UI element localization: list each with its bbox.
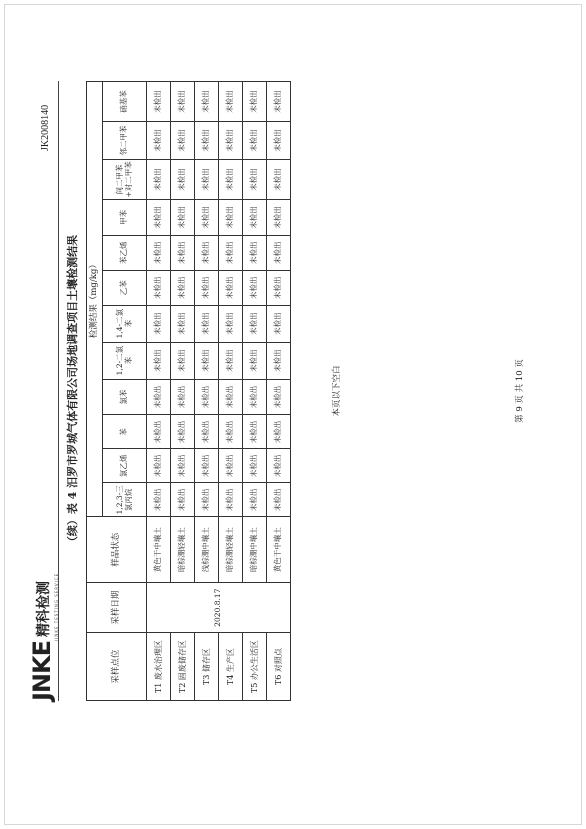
cell-result: 未检出 bbox=[243, 199, 267, 235]
cell-sample-date: 2020.8.17 bbox=[147, 583, 291, 633]
cell-result: 未检出 bbox=[171, 82, 195, 122]
cell-result: 未检出 bbox=[147, 342, 171, 379]
cell-result: 未检出 bbox=[243, 82, 267, 122]
cell-result: 未检出 bbox=[195, 415, 219, 449]
page-number: 第 9 页 共 10 页 bbox=[515, 359, 525, 423]
cell-result: 未检出 bbox=[219, 235, 243, 270]
cell-result: 未检出 bbox=[171, 379, 195, 415]
cell-result: 未检出 bbox=[219, 270, 243, 305]
cell-sample-state: 浅棕潮中壤土 bbox=[195, 517, 219, 583]
cell-result: 未检出 bbox=[243, 449, 267, 483]
cell-result: 未检出 bbox=[195, 379, 219, 415]
cell-result: 未检出 bbox=[219, 159, 243, 199]
cell-sample-state: 暗棕潮中壤土 bbox=[243, 517, 267, 583]
document-code: JK2008140 bbox=[40, 104, 51, 151]
cell-result: 未检出 bbox=[171, 199, 195, 235]
header-analyte: 硝基苯 bbox=[103, 82, 147, 122]
blank-page-note: 本页以下空白 bbox=[332, 365, 342, 417]
logo-mark: JNKE bbox=[28, 640, 56, 701]
cell-sample-state: 暗棕潮轻壤土 bbox=[219, 517, 243, 583]
header-state: 样品状态 bbox=[87, 517, 147, 583]
cell-result: 未检出 bbox=[171, 235, 195, 270]
header-rule bbox=[58, 81, 59, 701]
cell-sample-state: 黄色干中壤土 bbox=[267, 517, 291, 583]
cell-result: 未检出 bbox=[195, 82, 219, 122]
table-row bbox=[147, 82, 171, 701]
cell-result: 未检出 bbox=[195, 483, 219, 517]
header-date: 采样日期 bbox=[87, 583, 147, 633]
cell-result: 未检出 bbox=[243, 305, 267, 342]
cell-result: 未检出 bbox=[171, 122, 195, 160]
cell-result: 未检出 bbox=[219, 415, 243, 449]
cell-result: 未检出 bbox=[267, 379, 291, 415]
cell-result: 未检出 bbox=[195, 235, 219, 270]
cell-result: 未检出 bbox=[219, 82, 243, 122]
header-analyte: 1,2-二氯苯 bbox=[103, 342, 147, 379]
company-logo bbox=[28, 572, 59, 701]
cell-result: 未检出 bbox=[243, 159, 267, 199]
cell-result: 未检出 bbox=[195, 122, 219, 160]
cell-result: 未检出 bbox=[267, 483, 291, 517]
cell-result: 未检出 bbox=[195, 159, 219, 199]
header-analyte: 氯乙烯 bbox=[103, 449, 147, 483]
cell-result: 未检出 bbox=[267, 342, 291, 379]
cell-result: 未检出 bbox=[147, 449, 171, 483]
cell-result: 未检出 bbox=[243, 415, 267, 449]
cell-result: 未检出 bbox=[267, 199, 291, 235]
cell-result: 未检出 bbox=[267, 159, 291, 199]
header-analyte: 氯苯 bbox=[103, 379, 147, 415]
cell-location: T3 储存区 bbox=[195, 633, 219, 701]
header-analyte: 1,2,3-三氯丙烷 bbox=[103, 483, 147, 517]
cell-result: 未检出 bbox=[147, 305, 171, 342]
cell-result: 未检出 bbox=[147, 379, 171, 415]
cell-result: 未检出 bbox=[147, 270, 171, 305]
header-analyte: 1,4-二氯苯 bbox=[103, 305, 147, 342]
cell-location: T6 对照点 bbox=[267, 633, 291, 701]
cell-location: T1 废水治理区 bbox=[147, 633, 171, 701]
header-analyte: 苯乙烯 bbox=[103, 235, 147, 270]
cell-result: 未检出 bbox=[195, 270, 219, 305]
cell-result: 未检出 bbox=[267, 82, 291, 122]
cell-result: 未检出 bbox=[243, 483, 267, 517]
cell-result: 未检出 bbox=[219, 483, 243, 517]
cell-result: 未检出 bbox=[171, 449, 195, 483]
cell-result: 未检出 bbox=[267, 122, 291, 160]
soil-results-table bbox=[86, 81, 291, 701]
header-results-group: 检测结果（mg/kg） bbox=[87, 82, 103, 517]
cell-result: 未检出 bbox=[243, 342, 267, 379]
cell-result: 未检出 bbox=[171, 305, 195, 342]
header-analyte: 甲苯 bbox=[103, 199, 147, 235]
logo-chinese-name: 精科检测 bbox=[36, 580, 52, 637]
cell-result: 未检出 bbox=[147, 415, 171, 449]
header-analyte: 乙苯 bbox=[103, 270, 147, 305]
cell-sample-state: 暗棕潮轻壤土 bbox=[171, 517, 195, 583]
cell-result: 未检出 bbox=[147, 122, 171, 160]
cell-result: 未检出 bbox=[219, 342, 243, 379]
cell-result: 未检出 bbox=[243, 235, 267, 270]
header-analyte: 间二甲苯+对二甲苯 bbox=[103, 159, 147, 199]
cell-result: 未检出 bbox=[243, 122, 267, 160]
cell-result: 未检出 bbox=[195, 305, 219, 342]
cell-result: 未检出 bbox=[195, 449, 219, 483]
cell-result: 未检出 bbox=[219, 122, 243, 160]
cell-result: 未检出 bbox=[147, 82, 171, 122]
cell-result: 未检出 bbox=[195, 342, 219, 379]
cell-result: 未检出 bbox=[219, 379, 243, 415]
cell-result: 未检出 bbox=[171, 159, 195, 199]
cell-result: 未检出 bbox=[267, 415, 291, 449]
cell-result: 未检出 bbox=[267, 305, 291, 342]
cell-result: 未检出 bbox=[267, 235, 291, 270]
header-analyte: 邻二甲苯 bbox=[103, 122, 147, 160]
cell-result: 未检出 bbox=[243, 270, 267, 305]
cell-location: T5 办公生活区 bbox=[243, 633, 267, 701]
table-title: （续）表 4 汨罗市罗城气体有限公司场地调查项目土壤检测结果 bbox=[66, 234, 79, 548]
header-analyte: 苯 bbox=[103, 415, 147, 449]
logo-subtitle: JINKE TESTING SERVICE bbox=[54, 572, 59, 641]
header-location: 采样点位 bbox=[87, 633, 147, 701]
cell-result: 未检出 bbox=[147, 483, 171, 517]
cell-result: 未检出 bbox=[147, 159, 171, 199]
cell-result: 未检出 bbox=[171, 415, 195, 449]
cell-sample-state: 黄色干中壤土 bbox=[147, 517, 171, 583]
cell-result: 未检出 bbox=[171, 270, 195, 305]
cell-result: 未检出 bbox=[195, 199, 219, 235]
cell-result: 未检出 bbox=[219, 449, 243, 483]
cell-result: 未检出 bbox=[171, 483, 195, 517]
cell-result: 未检出 bbox=[147, 235, 171, 270]
cell-result: 未检出 bbox=[219, 199, 243, 235]
cell-result: 未检出 bbox=[267, 270, 291, 305]
cell-result: 未检出 bbox=[243, 379, 267, 415]
cell-result: 未检出 bbox=[267, 449, 291, 483]
cell-result: 未检出 bbox=[147, 199, 171, 235]
cell-location: T2 固废储存区 bbox=[171, 633, 195, 701]
cell-location: T4 生产区 bbox=[219, 633, 243, 701]
cell-result: 未检出 bbox=[171, 342, 195, 379]
cell-result: 未检出 bbox=[219, 305, 243, 342]
